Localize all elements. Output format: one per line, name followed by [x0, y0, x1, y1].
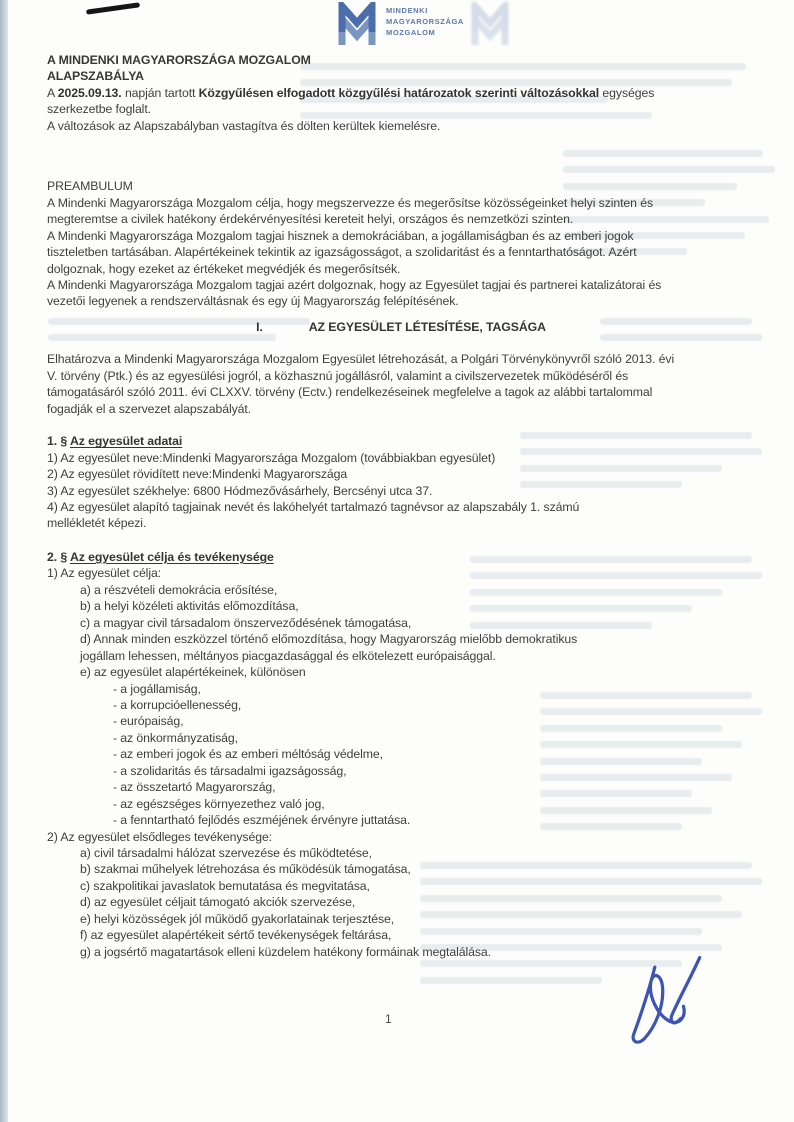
chapter-numeral: I.: [256, 319, 263, 334]
activity-item-line: c) szakpolitikai javaslatok bemutatása és megvitatása,: [80, 878, 370, 893]
statute-intro: [47, 351, 755, 417]
activity-item-line: a) civil társadalmi hálózat szervezése és működtetése,: [80, 846, 372, 861]
preamble-text-line: dolgoznak, hogy ezeket az értékeket megvédjék és megerősítsék.: [47, 261, 401, 276]
core-value-line: - a korrupcióellenesség,: [113, 697, 242, 712]
core-value-line: - az összetartó Magyarország,: [113, 780, 276, 795]
amendment-intro-line1: [47, 85, 755, 101]
intro-seg: egységes: [599, 85, 655, 100]
section1-heading: [47, 433, 755, 449]
core-value-line: - a szolidaritás és társadalmi igazságosság,: [113, 763, 347, 778]
preamble-text-line: A Mindenki Magyarországa Mozgalom tagjai hisznek a demokráciában, a jogállamiságban és az emberi jogok: [47, 228, 634, 243]
section1-item-line: 3) Az egyesület székhelye: 6800 Hódmezővásárhely, Bercsényi utca 37.: [47, 483, 433, 498]
document-subtitle: ALAPSZABÁLYA: [47, 69, 144, 84]
preamble-text-line: tiszteletben tartásában. Alapértékeinek tekintik az igazságosságot, a szolidaritást és a fenntarthatóságot. Azért: [47, 245, 637, 260]
activity-item-line: f) az egyesület alapértékeit sértő tevékenységek feltárása,: [80, 928, 392, 943]
goal-item-line: e) az egyesület alapértékeinek, különösen: [80, 665, 306, 680]
section1-items: [47, 450, 755, 532]
core-value-line: - az egészséges környezethez való jog,: [113, 796, 325, 811]
statute-intro-line: Elhatározva a Mindenki Magyarországa Mozgalom Egyesület létrehozását, a Polgári Törvénykönyvről szóló 2013. évi: [47, 352, 675, 367]
activity-item-line: g) a jogsértő magatartások elleni küzdelem hatékony formáinak megtalálása.: [80, 944, 491, 959]
section2-number: 2. §: [47, 549, 68, 564]
goal-item-line: c) a magyar civil társadalom önszerveződésének támogatása,: [80, 615, 412, 630]
document-body: [47, 52, 755, 960]
intro-seg: napján tartott: [121, 85, 199, 100]
statute-intro-line: támogatásáról szóló 2011. évi CLXXV. törvény (Ectv.) rendelkezéseinek megfelelve a tagok az alábbi tartalommal: [47, 385, 653, 400]
goals-list: [80, 582, 755, 681]
amendment-date: 2025.09.13.: [57, 85, 122, 100]
goal-item-line: b) a helyi közéleti aktivitás előmozdítása,: [80, 599, 299, 614]
amendment-phrase: Közgyűlésen elfogadott közgyűlési határozatok szerinti változásokkal: [198, 85, 600, 100]
section2-heading: [47, 549, 755, 565]
activity-item-line: b) szakmai műhelyek létrehozása és működésük támogatása,: [80, 862, 411, 877]
logo-word-2: MAGYARORSZÁGA: [386, 17, 464, 26]
goal-item-line: d) Annak minden eszközzel történő előmozdítása, hogy Magyarország mielőbb demokratikus: [80, 632, 578, 647]
activities-label: 2) Az egyesület elsődleges tevékenysége:: [47, 829, 273, 844]
core-values-list: [113, 681, 755, 829]
pen-streak-artifact: [86, 2, 140, 14]
goal-item-line: jogállam lehessen, méltányos piacgazdasággal és elkötelezett európaisággal.: [80, 648, 496, 663]
preamble-paragraphs: [47, 195, 755, 310]
preamble-text-line: A Mindenki Magyarországa Mozgalom célja, hogy megszervezze és megerősítse közösségeinket helyi szinten és: [47, 195, 654, 210]
logo-word-1: MINDENKI: [386, 6, 428, 15]
amendment-intro-line2: szerkezetbe foglalt.: [47, 102, 151, 117]
core-value-line: - a fenntartható fejlődés eszméjének érvényre juttatása.: [113, 813, 411, 828]
core-value-line: - az önkormányzatiság,: [113, 730, 238, 745]
statute-intro-line: fogadják el a szervezet alapszabályát.: [47, 401, 252, 416]
goal-item-line: a) a részvételi demokrácia erősítése,: [80, 582, 278, 597]
signature-initials: [622, 948, 722, 1058]
page-number: 1: [385, 1012, 392, 1026]
section1-item-line: mellékletét képezi.: [47, 516, 147, 531]
document-title: A MINDENKI MAGYARORSZÁGA MOZGALOM: [47, 53, 311, 67]
mm-monogram-icon: [337, 2, 379, 46]
section1-title: Az egyesület adatai: [70, 434, 183, 449]
preamble-text-line: vezetői legyenek a rendszerváltásnak és egy új Magyarország felépítésének.: [47, 294, 459, 309]
activity-item-line: e) helyi közösségek jól működő gyakorlatainak terjesztése,: [80, 911, 395, 926]
preamble-heading: PREAMBULUM: [47, 179, 133, 194]
chapter-heading: [47, 319, 755, 335]
logo-wordmark: [386, 2, 464, 38]
core-value-line: - az emberi jogok és az emberi méltóság védelme,: [113, 747, 383, 762]
core-value-line: - a jogállamiság,: [113, 681, 201, 696]
activity-item-line: d) az egyesület céljait támogató akciók szervezése,: [80, 895, 356, 910]
preamble-text-line: megteremtse a civilek hatékony érdekérvényesítési kereteit helyi, országos és nemzetközi szinten.: [47, 212, 574, 227]
organization-logo: [337, 2, 464, 46]
goals-label: 1) Az egyesület célja:: [47, 566, 162, 581]
section1-item-line: 2) Az egyesület rövidített neve:Mindenki Magyarországa: [47, 467, 348, 482]
preamble-text-line: A Mindenki Magyarországa Mozgalom tagjai azért dolgoznak, hogy az Egyesület tagjai és partnerei katalizátorai és: [47, 277, 662, 292]
section1-item-line: 4) Az egyesület alapító tagjainak nevét és lakóhelyét tartalmazó tagnévsor az alapszabály 1. számú: [47, 499, 580, 514]
section2-title: Az egyesület célja és tevékenysége: [70, 549, 274, 564]
activities-list: [80, 845, 755, 960]
logo-word-3: MOZGALOM: [386, 28, 436, 37]
statute-intro-line: V. törvény (Ptk.) és az egyesülési jogról, a közhasznú jogállásról, valamint a civilszervezetek működéséről és: [47, 368, 629, 383]
section1-item-line: 1) Az egyesület neve:Mindenki Magyarországa Mozgalom (továbbiakban egyesület): [47, 450, 496, 465]
amendment-note: A változások az Alapszabályban vastagítva és dölten kerültek kiemelésre.: [47, 118, 441, 133]
chapter-title: AZ EGYESÜLET LÉTESÍTÉSE, TAGSÁGA: [308, 319, 546, 334]
core-value-line: - európaiság,: [113, 714, 184, 729]
intro-seg: A: [47, 85, 58, 100]
scanner-edge-shadow: [0, 0, 8, 1122]
logo-bleed-through: [468, 2, 510, 51]
section1-number: 1. §: [47, 434, 68, 449]
